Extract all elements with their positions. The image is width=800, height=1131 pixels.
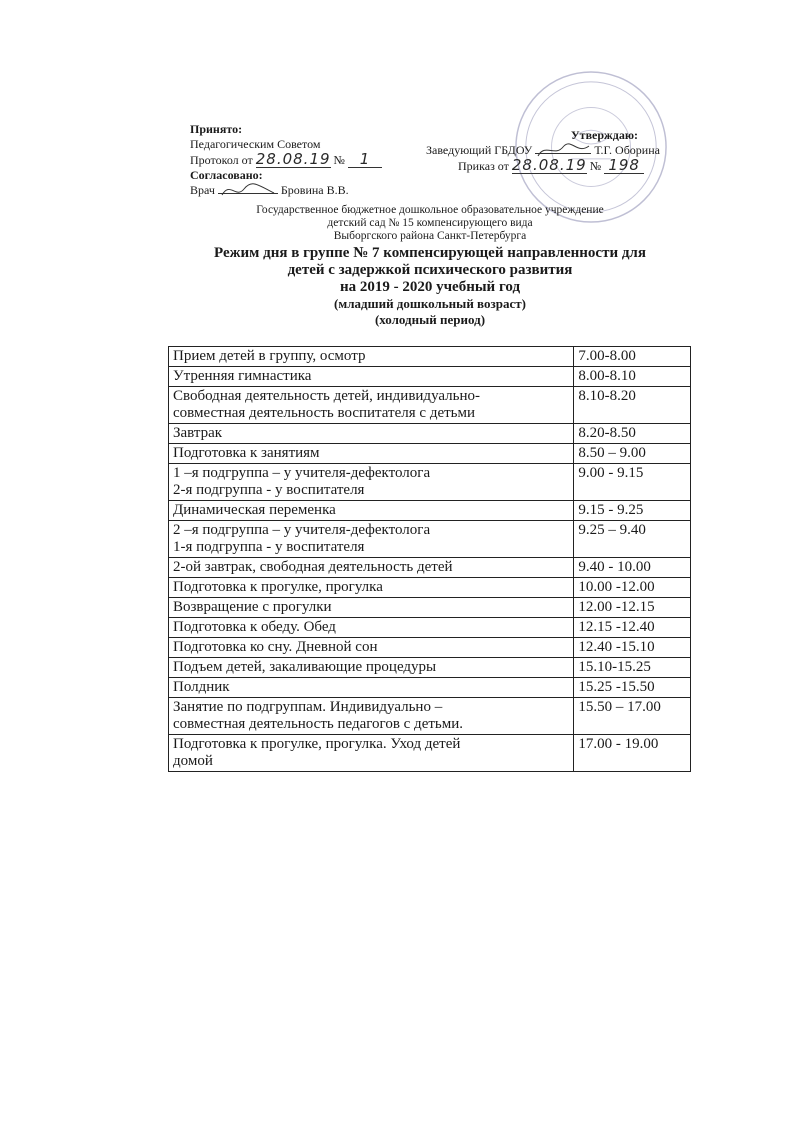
activity-cell: Подготовка к прогулке, прогулка. Уход детей домой: [169, 735, 574, 772]
activity-cell: Свободная деятельность детей, индивидуально- совместная деятельность воспитателя с детьми: [169, 387, 574, 424]
activity-cell: 2 –я подгруппа – у учителя-дефектолога 1-я подгруппа - у воспитателя: [169, 521, 574, 558]
time-cell: 10.00 -12.00: [574, 578, 691, 598]
table-row: [169, 387, 691, 424]
activity-cell: 1 –я подгруппа – у учителя-дефектолога 2-я подгруппа - у воспитателя: [169, 464, 574, 501]
schedule-table: [168, 346, 691, 772]
table-row: [169, 444, 691, 464]
activity-cell: Полдник: [169, 678, 574, 698]
title-line-3: на 2019 - 2020 учебный год: [339, 279, 521, 295]
table-row: [169, 678, 691, 698]
activity-cell: Завтрак: [169, 424, 574, 444]
activity-cell: Прием детей в группу, осмотр: [169, 347, 574, 367]
head-line: [426, 143, 686, 158]
order-number: 198: [604, 158, 644, 174]
document-title: [150, 245, 710, 328]
head-signature: [535, 153, 591, 154]
time-cell: 8.10-8.20: [574, 387, 691, 424]
time-cell: 9.00 - 9.15: [574, 464, 691, 501]
title-line-2: детей с задержкой психического развития: [287, 262, 573, 278]
doctor-line: [190, 183, 430, 198]
time-cell: 15.10-15.25: [574, 658, 691, 678]
time-cell: 15.25 -15.50: [574, 678, 691, 698]
activity-cell: Занятие по подгруппам. Индивидуально – совместная деятельность педагогов с детьми.: [169, 698, 574, 735]
doctor-signature: [218, 193, 278, 194]
activity-cell: Подготовка ко сну. Дневной сон: [169, 638, 574, 658]
order-prefix: Приказ от: [458, 159, 509, 173]
institution-header: [160, 204, 700, 243]
time-cell: 7.00-8.00: [574, 347, 691, 367]
approved-block: [426, 128, 686, 174]
table-row: [169, 558, 691, 578]
time-cell: 8.00-8.10: [574, 367, 691, 387]
table-row: [169, 658, 691, 678]
time-cell: 12.40 -15.10: [574, 638, 691, 658]
table-row: [169, 367, 691, 387]
table-row: [169, 521, 691, 558]
doctor-name: Бровина В.В.: [280, 183, 349, 197]
accepted-label: Принято:: [190, 122, 243, 136]
activity-cell: Возвращение с прогулки: [169, 598, 574, 618]
time-cell: 8.50 – 9.00: [574, 444, 691, 464]
table-row: [169, 638, 691, 658]
agreed-label: Согласовано:: [190, 168, 263, 182]
title-line-1: Режим дня в группе № 7 компенсирующей направленности для: [214, 245, 646, 261]
protocol-prefix: Протокол от: [190, 153, 253, 167]
protocol-no-sign: №: [333, 153, 345, 167]
table-row: [169, 424, 691, 444]
table-row: [169, 735, 691, 772]
doctor-prefix: Врач: [190, 183, 215, 197]
activity-cell: 2-ой завтрак, свободная деятельность детей: [169, 558, 574, 578]
table-row: [169, 578, 691, 598]
activity-cell: Подготовка к прогулке, прогулка: [169, 578, 574, 598]
activity-cell: Динамическая переменка: [169, 501, 574, 521]
activity-cell: Подъем детей, закаливающие процедуры: [169, 658, 574, 678]
accepted-block: [190, 122, 430, 198]
institution-line-2: детский сад № 15 компенсирующего вида: [327, 217, 533, 229]
title-line-5: (холодный период): [374, 312, 486, 327]
order-date: 28.08.19: [511, 156, 587, 174]
institution-line-3: Выборгского района Санкт-Петербурга: [333, 230, 527, 242]
time-cell: 9.25 – 9.40: [574, 521, 691, 558]
table-row: [169, 698, 691, 735]
time-cell: 12.15 -12.40: [574, 618, 691, 638]
protocol-number: 1: [348, 152, 382, 168]
schedule-body: [169, 347, 691, 772]
table-row: [169, 598, 691, 618]
head-prefix: Заведующий ГБДОУ: [426, 143, 533, 157]
table-row: [169, 618, 691, 638]
council-text: Педагогическим Советом: [190, 137, 321, 151]
time-cell: 9.40 - 10.00: [574, 558, 691, 578]
institution-line-1: Государственное бюджетное дошкольное образовательное учреждение: [256, 204, 604, 216]
time-cell: 8.20-8.50: [574, 424, 691, 444]
time-cell: 9.15 - 9.25: [574, 501, 691, 521]
time-cell: 17.00 - 19.00: [574, 735, 691, 772]
time-cell: 15.50 – 17.00: [574, 698, 691, 735]
head-name: Т.Г. Оборина: [594, 143, 660, 157]
title-line-4: (младший дошкольный возраст): [334, 296, 526, 311]
protocol-date: 28.08.19: [255, 150, 331, 168]
approved-label: Утверждаю:: [570, 128, 638, 142]
activity-cell: Утренняя гимнастика: [169, 367, 574, 387]
table-row: [169, 501, 691, 521]
activity-cell: Подготовка к обеду. Обед: [169, 618, 574, 638]
table-row: [169, 464, 691, 501]
table-row: [169, 347, 691, 367]
order-line: [426, 158, 686, 174]
protocol-line: [190, 152, 430, 168]
activity-cell: Подготовка к занятиям: [169, 444, 574, 464]
order-no-sign: №: [589, 159, 602, 173]
time-cell: 12.00 -12.15: [574, 598, 691, 618]
